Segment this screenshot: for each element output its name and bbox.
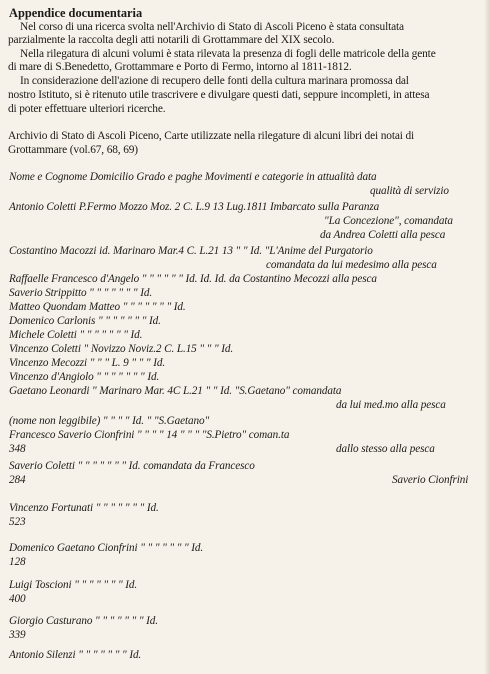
table-row: Vincenzo Fortunati " " " " " " " Id. xyxy=(9,502,159,514)
table-row: comandata da lui medesimo alla pesca xyxy=(266,259,437,271)
table-row: Saverio Strippitto " " " " " " " Id. xyxy=(9,287,153,299)
table-row: Antonio Coletti P.Fermo Mozzo Moz. 2 C. L.9 13 Lug.1811 Imbarcato sulla Paranza xyxy=(9,201,380,213)
table-row: Vincenzo d'Angiolo " " " " " " " Id. xyxy=(9,371,160,383)
page-edge-shadow xyxy=(484,0,490,674)
table-row: Saverio Coletti " " " " " " " Id. comandata da Francesco xyxy=(9,460,255,472)
table-row: Raffaelle Francesco d'Angelo " " " " " " Id. Id. Id. da Costantino Mecozzi alla pesca xyxy=(9,273,377,285)
table-header: qualità di servizio xyxy=(370,185,449,197)
table-row: Antonio Silenzi " " " " " " " Id. xyxy=(9,649,142,661)
table-row: 348 xyxy=(9,443,26,455)
table-row: Vincenzo Coletti " Novizzo Noviz.2 C. L.15 " " " Id. xyxy=(9,343,234,355)
table-row: 400 xyxy=(9,593,26,605)
table-row: 339 xyxy=(9,629,26,641)
intro-line: parzialmente la raccolta degli atti notarili di Grottammare del XIX secolo. xyxy=(8,34,335,46)
intro-line: Nel corso di una ricerca svolta nell'Archivio di Stato di Ascoli Piceno è stata consultata xyxy=(20,21,404,33)
intro-line: di mare di S.Benedetto, Grottammare e Porto di Fermo, intorno al 1811-1812. xyxy=(8,61,352,73)
table-row: Michele Coletti " " " " " " " Id. xyxy=(9,329,143,341)
table-row: 284 xyxy=(9,474,26,486)
table-header: Nome e Cognome Domicilio Grado e paghe Movimenti e categorie in attualità data xyxy=(9,171,377,183)
table-row: Matteo Quondam Matteo " " " " " " " Id. xyxy=(9,301,186,313)
archive-note-line: Grottammare (vol.67, 68, 69) xyxy=(8,144,138,156)
table-row: 523 xyxy=(9,516,26,528)
table-row: Francesco Saverio Cionfrini " " " " 14 " " " "S.Pietro" coman.ta xyxy=(9,429,290,441)
table-row: 128 xyxy=(9,556,26,568)
table-row: Domenico Carlonis " " " " " " " Id. xyxy=(9,315,161,327)
intro-line: Nella rilegatura di alcuni volumi è stata rilevata la presenza di fogli delle matricole della gente xyxy=(20,48,436,60)
section-title: Appendice documentaria xyxy=(9,6,143,20)
intro-line: nostro Istituto, si è ritenuto utile trascrivere e divulgare questi dati, seppure incompleti, in attesa xyxy=(8,89,430,101)
archive-note-line: Archivio di Stato di Ascoli Piceno, Carte utilizzate nella rilegature di alcuni libri dei notai di xyxy=(8,130,415,142)
intro-line: In considerazione dell'azione di recupero delle fonti della cultura marinara promossa dal xyxy=(20,75,409,87)
table-row: "La Concezione", comandata xyxy=(324,215,453,227)
table-row: dallo stesso alla pesca xyxy=(336,443,435,455)
table-row: (nome non leggibile) " " " " Id. " "S.Gaetano" xyxy=(9,415,210,427)
table-row: Domenico Gaetano Cionfrini " " " " " " " Id. xyxy=(9,542,204,554)
intro-line: di poter effettuare ulteriori ricerche. xyxy=(8,103,166,115)
table-row: da Andrea Coletti alla pesca xyxy=(320,229,446,241)
table-row: Giorgio Casturano " " " " " " " Id. xyxy=(9,615,158,627)
table-row: Saverio Cionfrini xyxy=(392,474,469,486)
table-row: Gaetano Leonardi " Marinaro Mar. 4C L.21 " " Id. "S.Gaetano" comandata xyxy=(9,385,342,397)
table-row: Luigi Toscioni " " " " " " " Id. xyxy=(9,579,138,591)
table-row: Vincenzo Mecozzi " " " L. 9 " " " Id. xyxy=(9,357,166,369)
table-row: Costantino Macozzi id. Marinaro Mar.4 C. L.21 13 " " Id. "L'Anime del Purgatorio xyxy=(9,245,373,257)
table-row: da lui med.mo alla pesca xyxy=(336,399,446,411)
